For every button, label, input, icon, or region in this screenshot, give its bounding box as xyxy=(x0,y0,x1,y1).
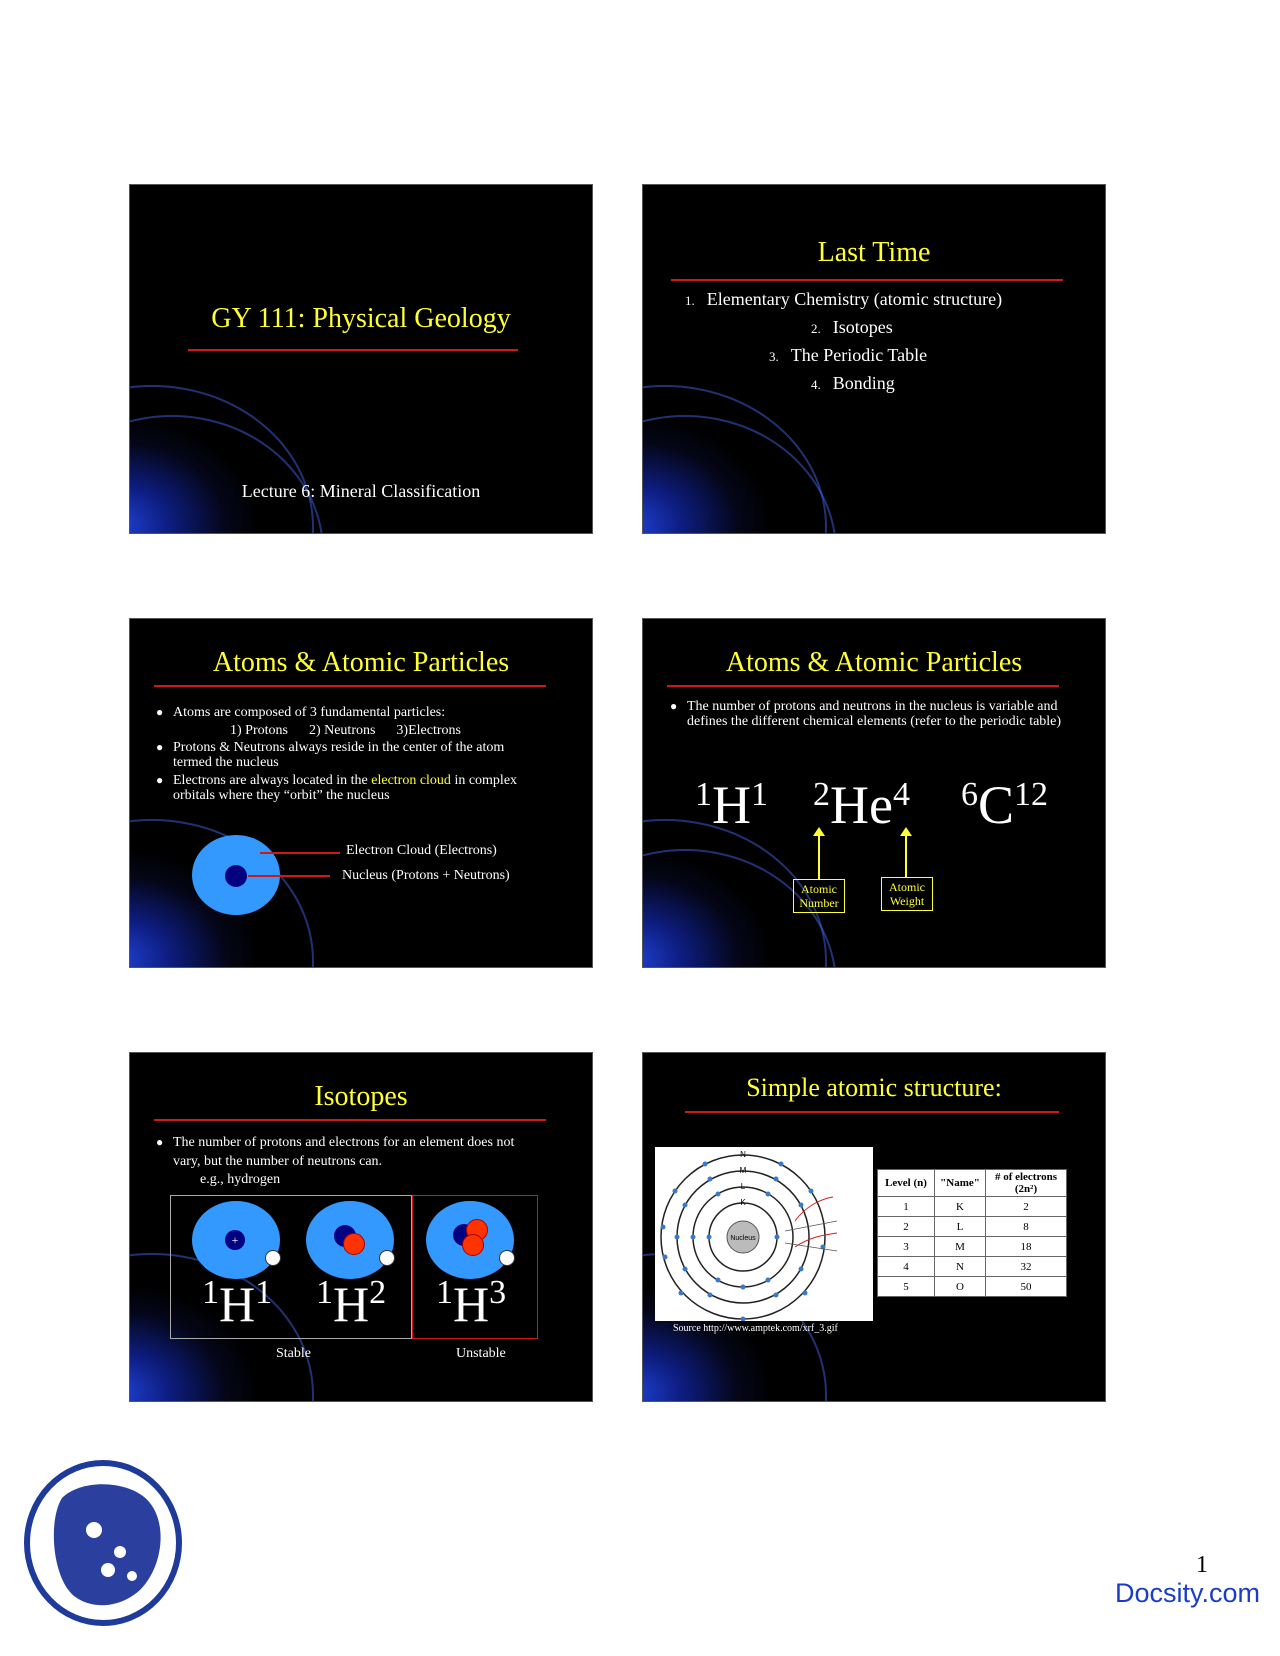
slide-title xyxy=(129,184,593,534)
bullet-dot: ● xyxy=(156,1135,164,1149)
highlight-electron-cloud: electron cloud xyxy=(371,773,451,788)
list-item: 2. Isotopes xyxy=(811,317,893,337)
arrow-line xyxy=(905,835,907,877)
bullet-dot: ● xyxy=(156,773,164,787)
table-row xyxy=(878,1237,1067,1257)
docsity-logo-icon xyxy=(22,1458,184,1628)
electron-dot xyxy=(741,1285,746,1290)
element-symbol: $^6C^{12}$ xyxy=(961,775,1049,835)
logo-dot xyxy=(114,1546,126,1558)
slide1-title: GY 111: Physical Geology xyxy=(211,303,511,334)
page-number: 1 xyxy=(1196,1552,1208,1578)
electron xyxy=(379,1250,395,1266)
proton: + xyxy=(225,1230,245,1250)
electron-dot xyxy=(707,1235,712,1240)
electron-dot xyxy=(766,1278,771,1283)
electron-dot xyxy=(661,1225,666,1230)
electron xyxy=(499,1250,515,1266)
electron-dot xyxy=(703,1162,708,1167)
decor-arc xyxy=(642,415,837,534)
bullet-item: ● The number of protons and neutrons in the nucleus is variable and defines the different chemical elements (refer to the periodic table) xyxy=(670,699,1062,729)
neutron xyxy=(462,1234,484,1256)
electron-dot xyxy=(675,1235,680,1240)
bullet-item: ● The number of protons and electrons for an element does not vary, but the number of neutrons can. xyxy=(156,1135,515,1169)
logo-dot xyxy=(86,1522,102,1538)
table-cell: 3 xyxy=(878,1237,935,1257)
shell-label: L xyxy=(740,1182,746,1191)
level-table xyxy=(877,1169,1067,1297)
bullet-dot: ● xyxy=(670,699,678,713)
shell-label: N xyxy=(740,1150,746,1159)
label-unstable: Unstable xyxy=(456,1346,506,1361)
bullet-item: ● Atoms are composed of 3 fundamental particles: xyxy=(156,705,446,720)
title-rule xyxy=(667,685,1059,687)
slide6-title: Simple atomic structure: xyxy=(746,1073,1002,1102)
slide1-subtitle: Lecture 6: Mineral Classification xyxy=(241,481,481,501)
column-header: "Name" xyxy=(935,1170,986,1197)
electron-dot xyxy=(708,1293,713,1298)
electron-dot xyxy=(809,1189,814,1194)
slide-last-time xyxy=(642,184,1106,534)
electron-dot xyxy=(683,1203,688,1208)
table-cell: 2 xyxy=(986,1197,1067,1217)
transition-arrow xyxy=(795,1233,837,1247)
isotope-symbol: $^1H^2$ xyxy=(316,1274,387,1332)
electron-dot xyxy=(774,1177,779,1182)
electron-dot xyxy=(708,1177,713,1182)
table-row xyxy=(878,1197,1067,1217)
table-cell: 8 xyxy=(986,1217,1067,1237)
table-cell: O xyxy=(935,1277,986,1297)
decor-arc xyxy=(129,415,324,534)
table-cell: 18 xyxy=(986,1237,1067,1257)
electron-dot xyxy=(673,1189,678,1194)
shell-diagram-svg xyxy=(655,1147,873,1321)
title-rule xyxy=(671,279,1063,281)
table-row xyxy=(878,1257,1067,1277)
isotope-symbol: $^1H^3$ xyxy=(436,1274,507,1332)
title-rule xyxy=(154,685,546,687)
isotope-symbol: $^1H^1$ xyxy=(202,1274,273,1332)
box-atomic-number: Atomic Number xyxy=(793,879,845,913)
table-cell: M xyxy=(935,1237,986,1257)
electron-dot xyxy=(741,1317,746,1322)
logo-dot xyxy=(101,1563,115,1577)
electron-dot xyxy=(775,1235,780,1240)
shell-label: K xyxy=(740,1198,746,1207)
element-symbol: $^2$He$^4$ xyxy=(813,775,910,835)
table-cell: 32 xyxy=(986,1257,1067,1277)
column-header: Level (n) xyxy=(878,1170,935,1197)
table-cell: 50 xyxy=(986,1277,1067,1297)
electron-level-table xyxy=(877,1169,1067,1297)
table-cell: 5 xyxy=(878,1277,935,1297)
slide3-title: Atoms & Atomic Particles xyxy=(212,647,510,678)
electron-dot xyxy=(779,1162,784,1167)
nucleus-label: Nucleus xyxy=(730,1235,756,1242)
bullet-dot: ● xyxy=(156,740,164,754)
table-cell: 2 xyxy=(878,1217,935,1237)
electron-dot xyxy=(683,1267,688,1272)
source-citation: Source http://www.amptek.com/xrf_3.gif xyxy=(673,1323,838,1334)
particles-list: 1) Protons 2) Neutrons 3)Electrons xyxy=(230,723,461,738)
electron-dot xyxy=(799,1267,804,1272)
table-cell: K xyxy=(935,1197,986,1217)
shell-label: M xyxy=(739,1166,747,1175)
table-cell: 1 xyxy=(878,1197,935,1217)
electron xyxy=(265,1250,281,1266)
label-electron-cloud: Electron Cloud (Electrons) xyxy=(346,843,497,858)
bullet-item: ● Electrons are always located in the electron cloud in complex orbitals where they “orbit” the nucleus xyxy=(156,773,518,803)
slide4-title: Atoms & Atomic Particles xyxy=(725,647,1023,678)
title-rule xyxy=(685,1111,1059,1113)
atom-shell-diagram xyxy=(655,1147,873,1321)
bullet-item: ● Protons & Neutrons always reside in the center of the atom termed the nucleus xyxy=(156,740,505,770)
pointer-line xyxy=(248,875,330,877)
list-item: 4. Bonding xyxy=(811,373,895,393)
docsity-brand-link[interactable]: Docsity.com xyxy=(1114,1578,1260,1608)
title-rule xyxy=(154,1119,546,1121)
table-cell: L xyxy=(935,1217,986,1237)
logo-dot xyxy=(68,1496,92,1520)
transition-arrow xyxy=(795,1197,833,1221)
arrow-line xyxy=(818,835,820,879)
electron-dot xyxy=(766,1192,771,1197)
table-row xyxy=(878,1217,1067,1237)
slide-atomic-structure xyxy=(642,1052,1106,1402)
list-item: 1. Elementary Chemistry (atomic structure) xyxy=(685,289,1003,309)
slide-isotopes xyxy=(129,1052,593,1402)
list-item: 3. The Periodic Table xyxy=(769,345,928,365)
pointer-line xyxy=(260,852,340,854)
bullet-dot: ● xyxy=(156,705,164,719)
electron-dot xyxy=(691,1235,696,1240)
electron-dot xyxy=(803,1291,808,1296)
slide2-title: Last Time xyxy=(817,237,931,268)
example-text: e.g., hydrogen xyxy=(200,1172,281,1187)
slide5-title: Isotopes xyxy=(314,1081,408,1112)
slide-atomic-particles xyxy=(129,618,593,968)
logo-dot xyxy=(127,1571,137,1581)
electron-dot xyxy=(716,1192,721,1197)
label-stable: Stable xyxy=(276,1346,311,1361)
neutron xyxy=(343,1233,365,1255)
table-cell: N xyxy=(935,1257,986,1277)
electron-dot xyxy=(663,1255,668,1260)
slide-elements xyxy=(642,618,1106,968)
box-atomic-weight: Atomic Weight xyxy=(881,877,933,911)
electron-dot xyxy=(799,1203,804,1208)
column-header: # of electrons (2n²) xyxy=(986,1170,1067,1197)
title-rule xyxy=(188,349,518,351)
table-header-row xyxy=(878,1170,1067,1197)
electron-dot xyxy=(679,1291,684,1296)
element-symbol: $^1H^1$ xyxy=(695,775,768,835)
table-row xyxy=(878,1277,1067,1297)
table-cell: 4 xyxy=(878,1257,935,1277)
label-nucleus: Nucleus (Protons + Neutrons) xyxy=(342,868,510,883)
nucleus xyxy=(225,865,247,887)
electron-dot xyxy=(716,1278,721,1283)
electron-dot xyxy=(774,1293,779,1298)
